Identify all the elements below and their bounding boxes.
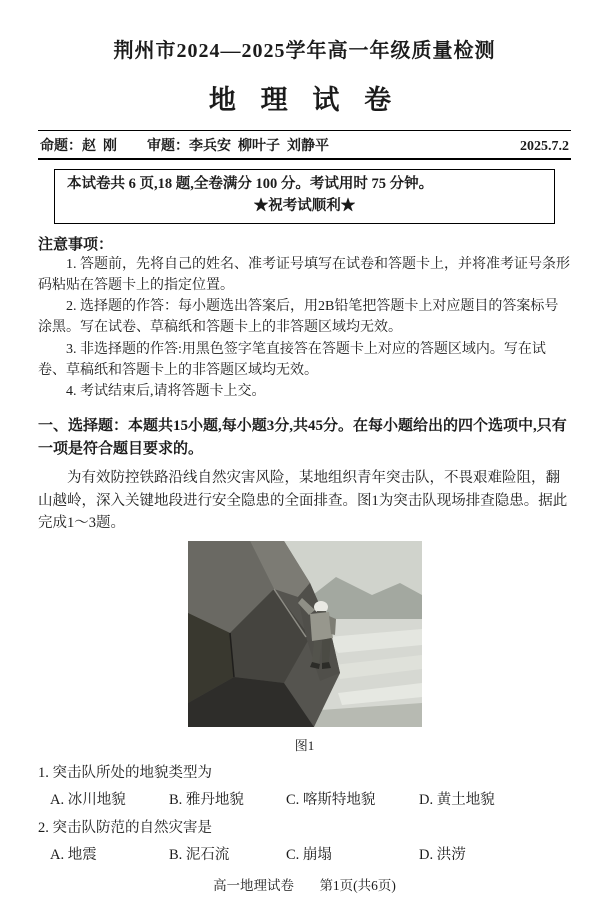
question-2-option-a: A. 地震 (50, 846, 97, 863)
attention-heading: 注意事项： (38, 236, 114, 253)
question-2-options (38, 843, 571, 864)
question-2-option-d: D. 洪涝 (419, 846, 466, 863)
notice-line-2: ★祝考试顺利★ (253, 197, 356, 214)
question-1-option-d: D. 黄土地貌 (419, 791, 495, 808)
divider-bottom (38, 158, 571, 160)
attention-item-3: 3. 非选择题的作答:用黑色签字笔直接答在答题卡上对应的答题区域内。写在试卷、草稿纸和答题卡上的非答题区域均无效。 (38, 341, 546, 378)
exam-date: 2025.7.2 (520, 139, 569, 154)
attention-item-4: 4. 考试结束后,请将答题卡上交。 (66, 384, 266, 400)
exam-title: 荆州市2024—2025学年高一年级质量检测 (113, 40, 496, 62)
notice-box (54, 169, 555, 224)
meta-row (38, 131, 571, 158)
footer-paper-name: 高一地理试卷 (213, 878, 295, 893)
question-1-option-a: A. 冰川地貌 (50, 791, 126, 808)
question-2-option-c: C. 崩塌 (286, 846, 332, 863)
composer-label: 命题：赵 刚 (40, 139, 117, 154)
question-1-options (38, 788, 571, 809)
question-2-stem: 2. 突击队防范的自然灾害是 (38, 819, 212, 836)
section-one-passage: 为有效防控铁路沿线自然灾害风险，某地组织青年突击队，不畏艰难险阻，翻山越岭，深入关键地段进行安全隐患的全面排查。图1为突击队现场排查隐患。据此完成1～3题。 (38, 470, 568, 532)
figure-1-caption: 图1 (294, 737, 315, 753)
question-2-option-b: B. 泥石流 (169, 846, 230, 863)
footer-page-number: 第1页(共6页) (319, 878, 396, 893)
notice-line-1: 本试卷共 6 页,18 题,全卷满分 100 分。考试用时 75 分钟。 (67, 176, 434, 192)
page-footer (0, 874, 609, 894)
question-1-option-b: B. 雅丹地貌 (169, 791, 244, 808)
attention-item-1: 1. 答题前，先将自己的姓名、准考证号填写在试卷和答题卡上，并将准考证号条形码粘贴在答题卡上的指定位置。 (38, 256, 570, 293)
question-1-stem: 1. 突击队所处的地貌类型为 (38, 764, 212, 781)
figure-1-photo (188, 541, 422, 727)
section-one-heading: 一、选择题：本题共15小题,每小题3分,共45分。在每小题给出的四个选项中,只有一项是符合题目要求的。 (38, 418, 567, 457)
figure-1 (38, 541, 571, 754)
reviewers-label: 审题：李兵安 柳叶子 刘静平 (147, 139, 329, 154)
attention-item-2: 2. 选择题的作答：每小题选出答案后，用2B铅笔把答题卡上对应题目的答案标号涂黑。写在试卷、草稿纸和答题卡上的非答题区域均无效。 (38, 299, 559, 336)
subject-title: 地 理 试 卷 (208, 85, 401, 115)
question-1-option-c: C. 喀斯特地貌 (286, 791, 376, 808)
